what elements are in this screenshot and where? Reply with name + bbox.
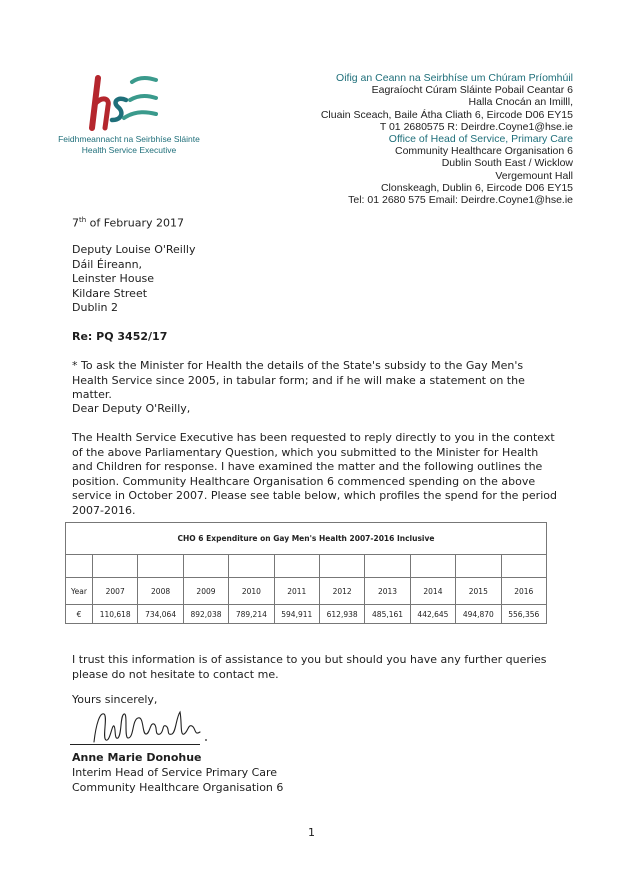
table-row-values: [66, 605, 547, 624]
value-cell: 612,938: [319, 605, 364, 624]
year-cell: 2016: [501, 578, 546, 605]
value-cell: 110,618: [93, 605, 138, 624]
address-line: T 01 2680575 R: Deirdre.Coyne1@hse.ie: [379, 120, 573, 133]
recipient-line: Leinster House: [72, 272, 155, 285]
address-line: Office of Head of Service, Primary Care: [388, 133, 573, 146]
salutation: Dear Deputy O'Reilly,: [72, 402, 191, 415]
date-suffix: th: [79, 216, 87, 224]
recipient-address: [72, 243, 195, 316]
value-cell: 734,064: [138, 605, 183, 624]
address-line: Dublin South East / Wicklow: [441, 157, 573, 170]
year-cell: 2007: [93, 578, 138, 605]
year-cell: 2011: [274, 578, 319, 605]
address-line: Tel: 01 2680 575 Email: Deirdre.Coyne1@hse.ie: [348, 194, 573, 207]
value-cell: 494,870: [456, 605, 501, 624]
value-cell: 789,214: [229, 605, 274, 624]
value-cell: 442,645: [410, 605, 455, 624]
letter-date: [72, 213, 184, 231]
body-paragraph: The Health Service Executive has been requested to reply directly to you in the context of the above Parliamentary Question, which you submitted to the Minister for Health and Children for response. I have examined the matter and the following outlines the position. Community Healthcare Organisation 6 commenced spending on the above service in October 2007. Please see table below, which profiles the spend for the period 2007-2016.: [72, 431, 557, 517]
year-cell: 2012: [319, 578, 364, 605]
date-rest: of February 2017: [86, 216, 185, 230]
parliamentary-question: * To ask the Minister for Health the details of the State's subsidy to the Gay Men's Health Service since 2005, in tabular form; and if he will make a statement on the matter.: [72, 359, 525, 401]
address-line: Oifig an Ceann na Seirbhíse um Chúram Príomhúil: [336, 72, 573, 84]
address-block: [273, 72, 573, 206]
year-cell: 2010: [229, 578, 274, 605]
value-cell: 556,356: [501, 605, 546, 624]
recipient-line: Kildare Street: [72, 286, 148, 300]
table-spacer-row: [66, 555, 547, 578]
value-cell: 892,038: [183, 605, 228, 624]
address-line: Clonskeagh, Dublin 6, Eircode D06 EY15: [380, 181, 573, 194]
recipient-line: Deputy Louise O'Reilly: [72, 243, 196, 256]
logo-subtitle: [34, 134, 224, 156]
signer-title: Interim Head of Service Primary Care: [72, 766, 278, 779]
expenditure-table: [65, 522, 547, 624]
logo-subtitle-irish: Feidhmeannacht na Seirbhíse Sláinte: [58, 134, 200, 144]
date-day: 7: [72, 216, 79, 230]
signer-name: Anne Marie Donohue: [72, 751, 202, 764]
address-line: Eagraíocht Cúram Sláinte Pobail Ceantar 6: [371, 84, 573, 97]
signer-organisation: Community Healthcare Organisation 6: [72, 781, 284, 794]
recipient-line: Dáil Éireann,: [72, 257, 143, 271]
year-cell: 2015: [456, 578, 501, 605]
year-cell: 2009: [183, 578, 228, 605]
year-cell: 2008: [138, 578, 183, 605]
recipient-line: Dublin 2: [72, 301, 119, 314]
table-caption: CHO 6 Expenditure on Gay Men's Health 2007-2016 Inclusive: [66, 523, 547, 555]
value-cell: 594,911: [274, 605, 319, 624]
signature-line: [70, 744, 200, 745]
sign-off: Yours sincerely,: [72, 693, 158, 706]
address-line: Community Healthcare Organisation 6: [395, 145, 573, 158]
logo-subtitle-english: Health Service Executive: [81, 145, 177, 155]
page-number: 1: [308, 826, 315, 839]
value-cell: 485,161: [365, 605, 410, 624]
year-cell: 2014: [410, 578, 455, 605]
reference-line: Re: PQ 3452/17: [72, 330, 168, 343]
address-line: Vergemount Hall: [495, 169, 573, 182]
address-line: Halla Cnocán an Imilll,: [468, 96, 573, 109]
currency-label-cell: €: [66, 605, 93, 624]
year-label-cell: Year: [66, 578, 93, 605]
closing-paragraph: I trust this information is of assistance to you but should you have any further queries please do not hesitate to contact me.: [72, 653, 547, 681]
address-line: Cluain Sceach, Baile Átha Cliath 6, Eircode D06 EY15: [320, 108, 573, 121]
table-row-years: [66, 578, 547, 605]
year-cell: 2013: [365, 578, 410, 605]
